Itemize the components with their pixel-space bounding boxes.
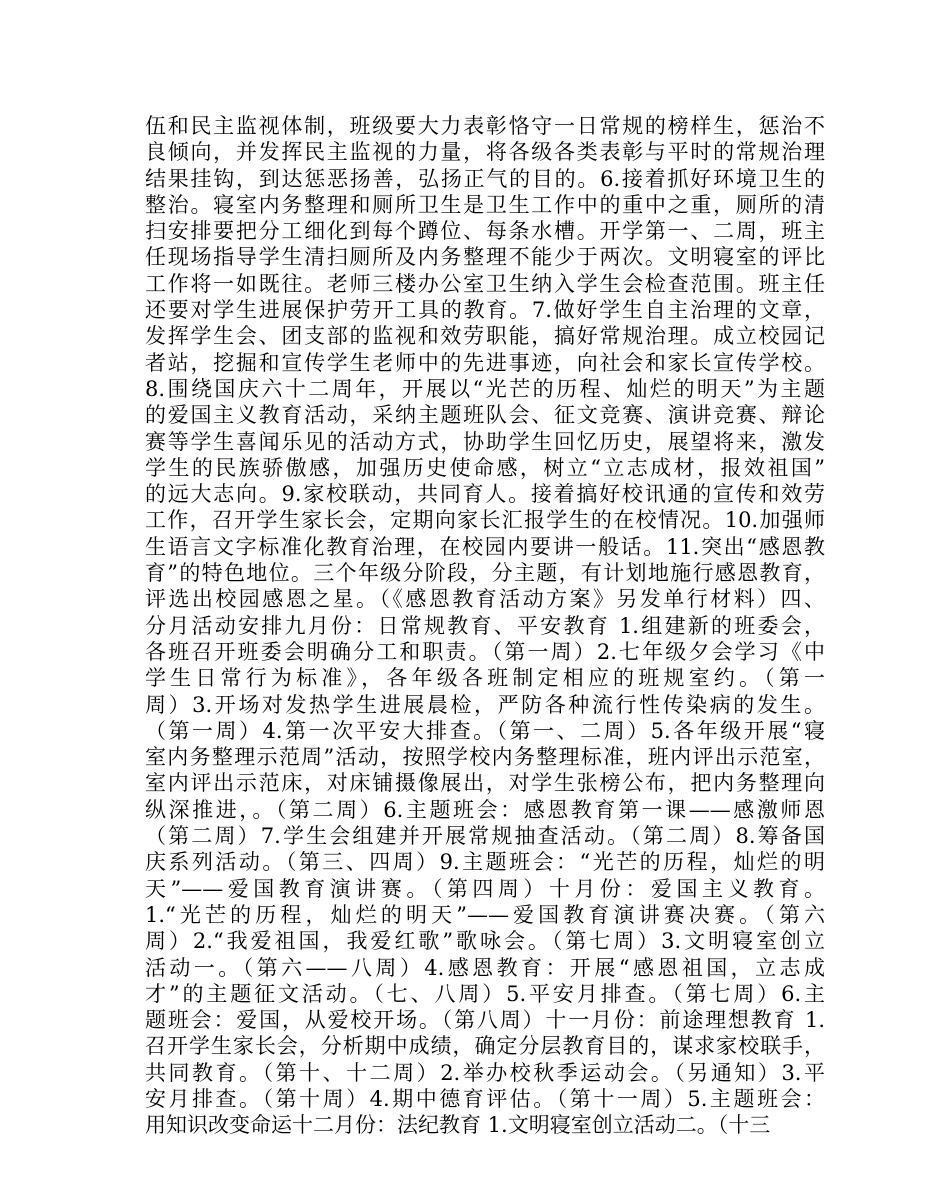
text-line: 的爱国主义教育活动，采纳主题班队会、征文竞赛、演讲竞赛、辩论: [145, 403, 825, 428]
text-line: 还要对学生进展保护劳开工具的教育。7.做好学生自主治理的文章，: [145, 298, 825, 323]
text-line: （第二周）7.学生会组建并开展常规抽查活动。（第二周）8.筹备国: [145, 824, 825, 849]
text-line: 8.围绕国庆六十二周年，开展以“光芒的历程、灿烂的明天”为主题: [145, 376, 825, 401]
text-line: 安月排查。（第十周）4.期中德育评估。（第十一周）5.主题班会：: [145, 1086, 825, 1111]
text-line: 1.“光芒的历程，灿烂的明天”——爱国教育演讲赛决赛。（第六: [145, 902, 825, 927]
text-line: 天”——爱国教育演讲赛。（第四周）十月份：爱国主义教育。: [145, 876, 825, 901]
text-line: 纵深推进，。（第二周）6.主题班会：感恩教育第一课——感激师恩: [145, 797, 825, 822]
text-line: 学生的民族骄傲感，加强历史使命感，树立“立志成材，报效祖国”: [145, 455, 825, 480]
text-line: 扫安排要把分工细化到每个蹲位、每条水槽。开学第一、二周，班主: [145, 219, 825, 244]
text-line: 学生日常行为标准》，各年级各班制定相应的班规室约。（第一: [145, 666, 825, 691]
text-line: 工作，召开学生家长会，定期向家长汇报学生的在校情况。10.加强师: [145, 508, 825, 533]
text-line: 各班召开班委会明确分工和职责。（第一周）2.七年级夕会学习《中: [145, 639, 825, 664]
text-line: 良倾向，并发挥民主监视的力量，将各级各类表彰与平时的常规治理: [145, 140, 825, 165]
text-line: 育”的特色地位。三个年级分阶段，分主题，有计划地施行感恩教育，: [145, 561, 825, 586]
text-line: 的远大志向。9.家校联动，共同育人。接着搞好校讯通的宣传和效劳: [145, 482, 825, 507]
text-line: （第一周）4.第一次平安大排查。（第一、二周）5.各年级开展“寝: [145, 718, 825, 743]
text-line: 用知识改变命运十二月份：法纪教育 1.文明寝室创立活动二。（十三: [145, 1113, 771, 1138]
text-line: 题班会：爱国，从爱校开场。（第八周）十一月份：前途理想教育 1.: [145, 1008, 825, 1033]
text-line: 任现场指导学生清扫厕所及内务整理不能少于两次。文明寝室的评比: [145, 245, 825, 270]
text-line: 工作将一如既往。老师三楼办公室卫生纳入学生会检查范围。班主任: [145, 271, 825, 296]
text-line: 才”的主题征文活动。（七、八周）5.平安月排查。（第七周）6.主: [145, 981, 825, 1006]
text-line: 评选出校园感恩之星。（《感恩教育活动方案》另发单行材料）四、: [145, 587, 825, 612]
text-line: 周）3.开场对发热学生进展晨检，严防各种流行性传染病的发生。: [145, 692, 825, 717]
text-line: 生语言文字标准化教育治理，在校园内要讲一般话。11.突出“感恩教: [145, 534, 825, 559]
text-line: 庆系列活动。（第三、四周）9.主题班会：“光芒的历程，灿烂的明: [145, 850, 825, 875]
text-line: 整治。寝室内务整理和厕所卫生是卫生工作中的重中之重，厕所的清: [145, 192, 825, 217]
text-line: 召开学生家长会，分析期中成绩，确定分层教育目的，谋求家校联手，: [145, 1034, 825, 1059]
text-line: 伍和民主监视体制，班级要大力表彰恪守一日常规的榜样生，惩治不: [145, 114, 825, 138]
text-line: 室内务整理示范周”活动，按照学校内务整理标准，班内评出示范室，: [145, 745, 825, 770]
text-line: 活动一。（第六——八周）4.感恩教育：开展“感恩祖国，立志成: [145, 955, 825, 980]
text-line: 者站，挖掘和宣传学生老师中的先进事迹，向社会和家长宣传学校。: [145, 350, 825, 375]
text-line: 分月活动安排九月份：日常规教育、平安教育 1.组建新的班委会，: [145, 613, 825, 638]
text-line: 发挥学生会、团支部的监视和效劳职能，搞好常规治理。成立校园记: [145, 324, 825, 349]
text-line: 赛等学生喜闻乐见的活动方式，协助学生回忆历史，展望将来，激发: [145, 429, 825, 454]
text-line: 结果挂钩，到达惩恶扬善，弘扬正气的目的。6.接着抓好环境卫生的: [145, 166, 825, 191]
body-text: [145, 113, 825, 1139]
text-line: 共同教育。（第十、十二周）2.举办校秋季运动会。（另通知）3.平: [145, 1060, 825, 1085]
text-line: 周）2.“我爱祖国，我爱红歌”歌咏会。（第七周）3.文明寝室创立: [145, 929, 825, 954]
text-line: 室内评出示范床，对床铺摄像展出，对学生张榜公布，把内务整理向: [145, 771, 825, 796]
